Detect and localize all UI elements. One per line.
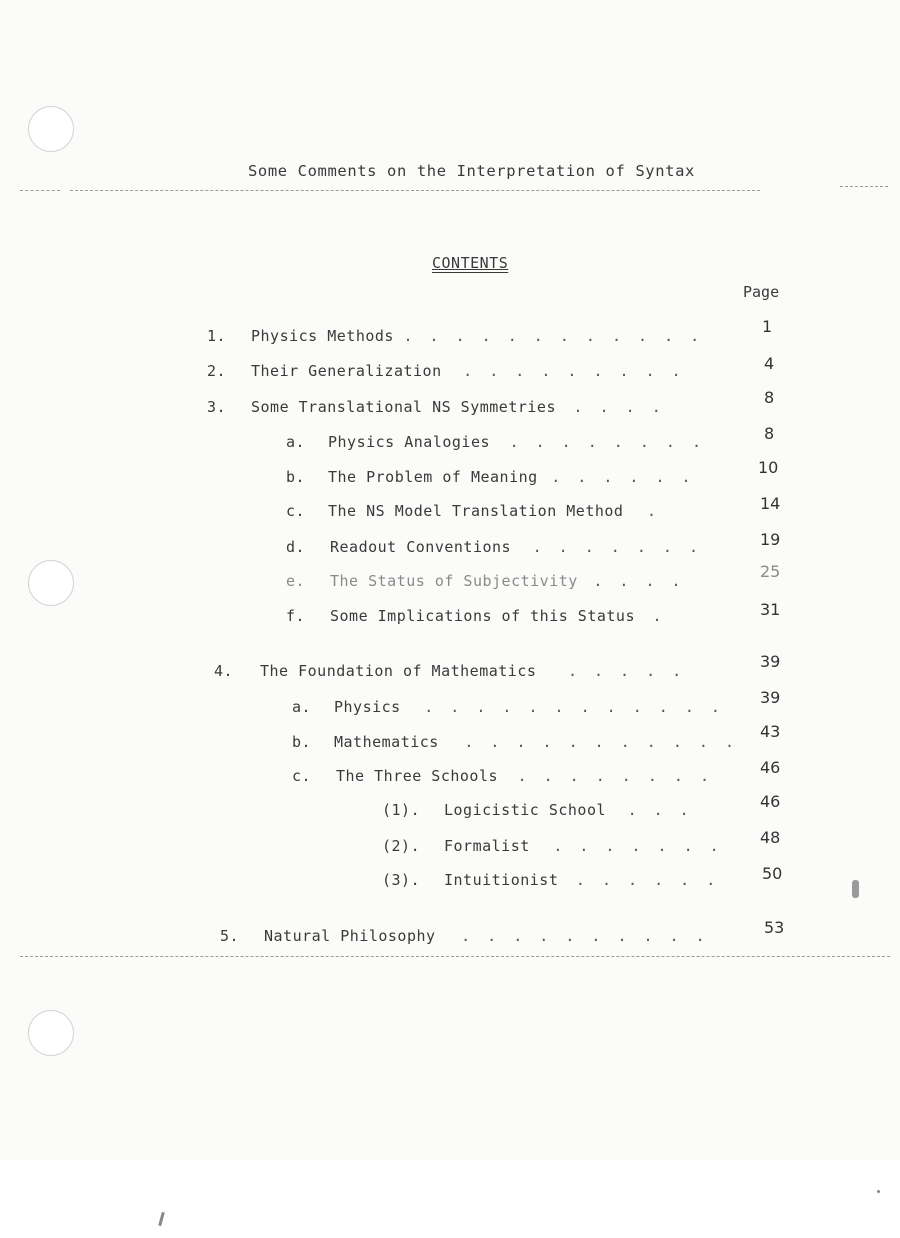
toc-entry-leader: . . . . . . . . . . . . [403, 327, 704, 345]
punch-hole-bottom [28, 1010, 74, 1056]
toc-entry-4a [292, 698, 724, 720]
top-rule-left [20, 190, 60, 191]
toc-entry-leader: . . . . . . . . . . [461, 927, 709, 945]
toc-entry-3b [286, 468, 695, 490]
toc-entry-leader: . . . [627, 801, 693, 819]
toc-entry-4b-page: 43 [760, 722, 781, 741]
toc-entry-3a [286, 433, 705, 455]
toc-entry-leader: . . . . . . [575, 871, 720, 889]
toc-entry-4c2 [382, 837, 723, 859]
toc-entry-number: 4. [214, 662, 234, 680]
punch-hole-top [28, 106, 74, 152]
toc-entry-number: 3. [207, 398, 227, 416]
toc-entry-2 [207, 362, 685, 384]
toc-entry-number: (1). [382, 801, 421, 819]
toc-entry-3d-page: 19 [760, 530, 781, 549]
toc-entry-3 [207, 398, 665, 420]
toc-entry-5-page: 53 [764, 918, 785, 937]
toc-entry-leader: . . . . [593, 572, 685, 590]
toc-entry-title: Intuitionist [444, 871, 559, 889]
toc-entry-title: Readout Conventions [330, 538, 512, 556]
toc-entry-3e [286, 572, 685, 594]
toc-entry-3b-page: 10 [758, 458, 779, 477]
toc-entry-number: c. [286, 502, 306, 520]
toc-entry-4 [214, 662, 685, 684]
toc-entry-number: 5. [220, 927, 240, 945]
toc-entry-1 [207, 327, 703, 349]
scan-speck [852, 880, 859, 898]
toc-entry-number: 1. [207, 327, 227, 345]
toc-entry-leader: . . . . . . . [532, 538, 703, 556]
toc-entry-3d [286, 538, 702, 560]
punch-hole-middle [28, 560, 74, 606]
toc-entry-4c1-page: 46 [760, 792, 781, 811]
toc-entry-leader: . . . . . . . [553, 837, 723, 855]
toc-entry-title: Some Implications of this Status [330, 607, 635, 625]
top-rule [70, 190, 760, 191]
toc-entry-4-page: 39 [760, 652, 781, 671]
toc-entry-number: (2). [382, 837, 421, 855]
toc-entry-leader: . . . . [573, 398, 665, 416]
toc-entry-leader: . [652, 607, 666, 625]
toc-entry-number: d. [286, 538, 306, 556]
toc-entry-title: Some Translational NS Symmetries [251, 398, 556, 416]
toc-entry-3f [286, 607, 666, 629]
toc-entry-leader: . . . . . . . . . . . [464, 733, 739, 751]
scan-background-edge [0, 1160, 900, 1238]
toc-entry-title: Physics Analogies [328, 433, 491, 451]
toc-entry-4c1 [382, 801, 693, 823]
toc-entry-title: Natural Philosophy [264, 927, 436, 945]
toc-entry-number: f. [286, 607, 306, 625]
toc-entry-title: Their Generalization [251, 362, 442, 380]
toc-entry-title: Mathematics [334, 733, 439, 751]
toc-entry-4c [292, 767, 713, 789]
toc-entry-leader: . . . . . . . . [509, 433, 706, 451]
toc-entry-number: a. [292, 698, 312, 716]
bottom-rule [20, 956, 890, 957]
toc-entry-3c [286, 502, 660, 524]
toc-entry-leader: . [647, 502, 661, 520]
toc-entry-4a-page: 39 [760, 688, 781, 707]
toc-entry-number: b. [286, 468, 306, 486]
toc-entry-title: The Problem of Meaning [328, 468, 538, 486]
toc-entry-leader: . . . . . . . . . [463, 362, 685, 380]
toc-entry-1-page: 1 [762, 317, 773, 336]
page-column-header: Page [743, 283, 780, 301]
toc-entry-4c3-page: 50 [762, 864, 783, 883]
document-title: Some Comments on the Interpretation of Syntax [248, 162, 695, 180]
toc-entry-3a-page: 8 [764, 424, 775, 443]
toc-entry-5 [220, 927, 709, 949]
toc-entry-4b [292, 733, 738, 755]
toc-entry-number: b. [292, 733, 312, 751]
scan-speck [877, 1190, 880, 1193]
toc-entry-number: c. [292, 767, 312, 785]
toc-entry-leader: . . . . . . . . . . . . [424, 698, 724, 716]
toc-entry-4c3 [382, 871, 719, 893]
toc-entry-title: The Three Schools [336, 767, 499, 785]
toc-entry-3e-page: 25 [760, 562, 781, 581]
toc-entry-3c-page: 14 [760, 494, 781, 513]
toc-entry-title: The NS Model Translation Method [328, 502, 624, 520]
toc-entry-number: (3). [382, 871, 421, 889]
toc-entry-number: e. [286, 572, 306, 590]
toc-entry-leader: . . . . . . . . [517, 767, 714, 785]
top-rule-right [840, 186, 888, 187]
toc-entry-4c-page: 46 [760, 758, 781, 777]
toc-entry-4c2-page: 48 [760, 828, 781, 847]
toc-entry-2-page: 4 [764, 354, 775, 373]
toc-entry-leader: . . . . . . [551, 468, 695, 486]
toc-entry-leader: . . . . . [567, 662, 686, 680]
contents-heading: CONTENTS [432, 254, 509, 272]
toc-entry-3-page: 8 [764, 388, 775, 407]
toc-entry-title: Physics Methods [251, 327, 394, 345]
toc-entry-title: The Foundation of Mathematics [260, 662, 537, 680]
toc-entry-title: Logicistic School [444, 801, 607, 819]
toc-entry-title: Formalist [444, 837, 530, 855]
toc-entry-3f-page: 31 [760, 600, 781, 619]
toc-entry-title: Physics [334, 698, 401, 716]
toc-entry-number: 2. [207, 362, 227, 380]
toc-entry-number: a. [286, 433, 306, 451]
toc-entry-title: The Status of Subjectivity [330, 572, 578, 590]
